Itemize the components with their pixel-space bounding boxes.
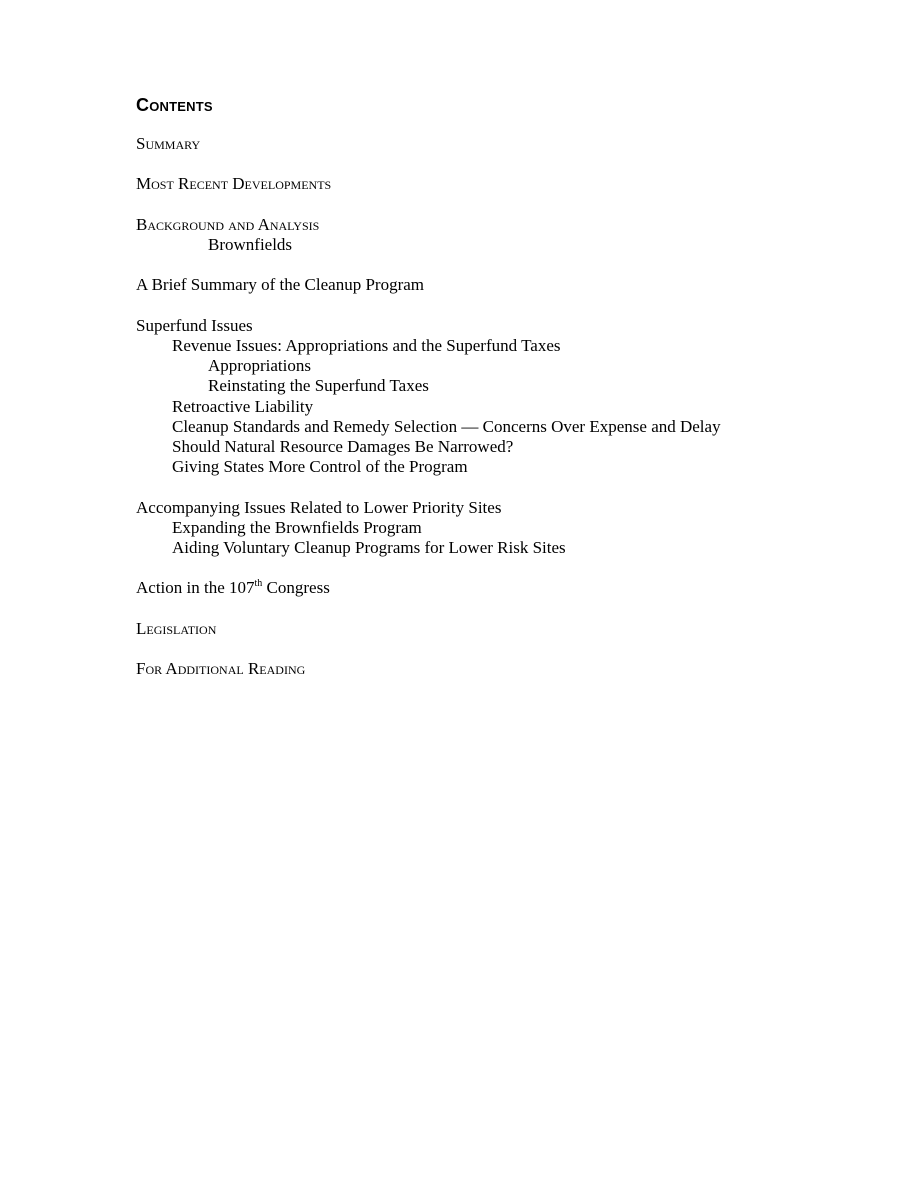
toc-aiding-voluntary[interactable]: Aiding Voluntary Cleanup Programs for Lower Risk Sites xyxy=(172,537,566,557)
toc-retroactive-liability[interactable]: Retroactive Liability xyxy=(172,396,314,416)
toc-action-suffix: Congress xyxy=(262,578,330,598)
toc-action-prefix: Action in the 107 xyxy=(136,578,255,598)
toc-action-superscript: th xyxy=(254,577,263,589)
toc-brief-summary[interactable]: A Brief Summary of the Cleanup Program xyxy=(136,275,425,295)
contents-heading: Contents xyxy=(136,95,213,115)
toc-summary[interactable]: Summary xyxy=(136,134,201,153)
toc-cleanup-standards[interactable]: Cleanup Standards and Remedy Selection — Concerns Over Expense and Delay xyxy=(172,416,721,436)
toc-action-107th-congress[interactable] xyxy=(136,578,836,598)
toc-legislation[interactable]: Legislation xyxy=(136,618,217,638)
toc-appropriations[interactable]: Appropriations xyxy=(208,356,311,376)
toc-accompanying-issues[interactable]: Accompanying Issues Related to Lower Priority Sites xyxy=(136,497,502,517)
toc-natural-resource-damages[interactable]: Should Natural Resource Damages Be Narrowed? xyxy=(172,436,514,456)
toc-reinstating-taxes[interactable]: Reinstating the Superfund Taxes xyxy=(208,376,429,396)
toc-most-recent-developments[interactable]: Most Recent Developments xyxy=(136,174,332,194)
toc-expanding-brownfields[interactable]: Expanding the Brownfields Program xyxy=(172,517,422,537)
toc-additional-reading[interactable]: For Additional Reading xyxy=(136,659,306,679)
toc-brownfields[interactable]: Brownfields xyxy=(208,234,293,254)
toc-superfund-issues[interactable]: Superfund Issues xyxy=(136,315,253,335)
table-of-contents xyxy=(136,92,836,679)
toc-giving-states-control[interactable]: Giving States More Control of the Program xyxy=(172,457,468,477)
toc-background-and-analysis[interactable]: Background and Analysis xyxy=(136,214,320,234)
toc-revenue-issues[interactable]: Revenue Issues: Appropriations and the Superfund Taxes xyxy=(172,335,561,355)
